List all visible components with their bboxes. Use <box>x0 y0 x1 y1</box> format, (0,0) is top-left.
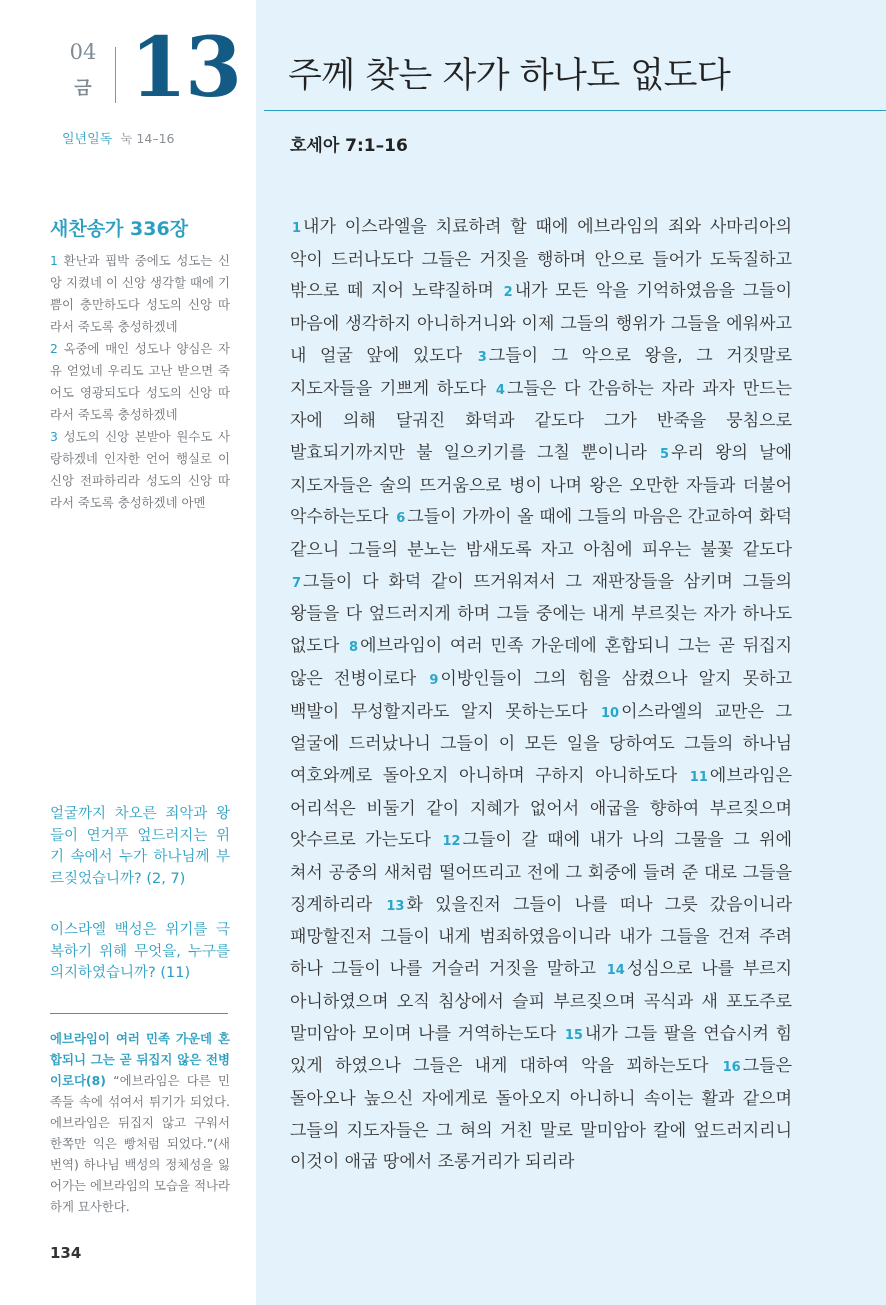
reading-plan <box>62 128 175 147</box>
verse-number: 13 <box>386 898 405 914</box>
verse-number: 2 <box>503 285 513 301</box>
hymn-lyrics <box>50 250 230 514</box>
scripture-text <box>290 212 792 1179</box>
reflection-question: 얼굴까지 차오른 죄악과 왕들이 연거푸 엎드러지는 위기 속에서 누가 하나님께 부르짖었습니까? (2, 7) <box>50 806 230 887</box>
verse-text: 그들이 그 악으로 왕을, 그 거짓말로 지도자들을 기쁘게 하도다 <box>290 345 792 399</box>
date-day: 13 <box>130 20 241 116</box>
verse-text: 내가 이스라엘을 치료하려 할 때에 에브라임의 죄와 사마리아의 악이 드러나도다 그들은 거짓을 행하며 안으로 들어가 도둑질하고 밖으로 떼 지어 노략질하며 <box>290 217 792 302</box>
verse-number: 16 <box>722 1060 741 1076</box>
verse-number: 7 <box>292 575 302 591</box>
note-body: “에브라임은 다른 민족들 속에 섞여서 튀기가 되었다. 에브라임은 뒤집지 않고 구워서 한쪽만 익은 빵처럼 되었다.”(새번역) 하나님 백성의 정체성을 잃어가는 에브라임의 모습을 적나라하게 묘사한다. <box>50 1073 230 1214</box>
commentary-note <box>50 1028 230 1217</box>
note-highlight: 에브라임이 여러 민족 가운데 혼합되니 그는 곧 뒤집지 않은 전병이로다(8) <box>50 1031 230 1088</box>
date-month: 04 <box>69 40 97 64</box>
verse-text: 에브라임은 어리석은 비둘기 같이 지혜가 없어서 애굽을 향하여 부르짖으며 앗수르로 가는도다 <box>290 765 793 851</box>
verse-text: 에브라임이 여러 민족 가운데에 혼합되니 그는 곧 뒤집지 않은 전병이로다 <box>290 636 792 689</box>
verse-number: 12 <box>442 834 461 850</box>
verse-text: 그들이 다 화덕 같이 뜨거워져서 그 재판장들을 삼키며 그들의 왕들을 다 엎드러지게 하며 그들 중에는 내게 부르짖는 자가 하나도 없도다 <box>290 571 792 657</box>
verse-number: 8 <box>349 640 359 656</box>
verse-number: 11 <box>689 769 708 785</box>
verse-text: 우리 왕의 날에 지도자들은 술의 뜨거움으로 병이 나며 왕은 오만한 자들과 더불어 악수하는도다 <box>290 442 792 528</box>
verse-text: 화 있을진저 그들이 나를 떠나 그릇 갔음이니라 패망할진저 그들이 내게 범죄하였음이니라 내가 그들을 건져 주려 하나 그들이 나를 거슬러 거짓을 말하고 <box>290 894 792 980</box>
date-weekday: 금 <box>74 78 92 99</box>
verse-text: 내가 모든 악을 기억하였음을 그들이 마음에 생각하지 아니하거니와 이제 그들의 행위가 그들을 에워싸고 내 얼굴 앞에 있도다 <box>290 281 792 366</box>
hymn-verse-text: 환난과 핍박 중에도 성도는 신앙 지켰네 이 신앙 생각할 때에 기쁨이 충만하도다 성도의 신앙 따라서 죽도록 충성하겠네 <box>50 253 230 334</box>
hymn-verse-number: 1 <box>50 253 58 268</box>
verse-number: 1 <box>292 221 302 236</box>
hymn-verse-number: 3 <box>50 429 58 444</box>
verse-text: 성심으로 나를 부르지 아니하였으며 오직 침상에서 슬피 부르짖으며 곡식과 새 포도주로 말미암아 모이며 나를 거역하는도다 <box>290 959 792 1044</box>
page-title: 주께 찾는 자가 하나도 없도다 <box>288 56 731 96</box>
sidebar <box>0 0 256 1305</box>
reading-plan-ref: 눅 14–16 <box>120 131 175 146</box>
verse-text: 이방인들이 그의 힘을 삼켰으나 알지 못하고 백발이 무성할지라도 알지 못하는도다 <box>290 668 792 722</box>
verse-text: 이스라엘의 교만은 그 얼굴에 드러났나니 그들이 이 모든 일을 당하여도 그들의 하나님 여호와께로 돌아오지 아니하며 구하지 아니하도다 <box>290 701 793 786</box>
note-divider <box>50 1013 228 1014</box>
verse-text: 그들은 돌아오나 높으신 자에게로 돌아오지 아니하니 속이는 활과 같으며 그들의 지도자들은 그 혀의 거친 말로 말미암아 칼에 엎드러지리니 이것이 애굽 땅에서 조롱거리가 되리라 <box>290 1056 792 1173</box>
verse-number: 3 <box>477 349 487 365</box>
passage-reference: 호세아 7:1–16 <box>290 136 408 156</box>
verse-number: 6 <box>396 511 406 527</box>
verse-number: 14 <box>606 963 625 979</box>
verse-number: 5 <box>660 446 670 462</box>
hymn-verse-text: 옥중에 매인 성도나 양심은 자유 얻었네 우리도 고난 받으면 죽어도 영광되도다 성도의 신앙 따라서 죽도록 충성하겠네 <box>50 341 230 422</box>
title-rule <box>264 110 886 111</box>
verse-text: 내가 그들 팔을 연습시켜 힘 있게 하였으나 그들은 내게 대하여 악을 꾀하는도다 <box>290 1023 793 1077</box>
verse-number: 15 <box>564 1027 583 1043</box>
hymn-verse-number: 2 <box>50 341 58 356</box>
verse-text: 그들이 갈 때에 내가 나의 그물을 그 위에 쳐서 공중의 새처럼 떨어뜨리고 전에 그 회중에 들려 준 대로 그들을 징계하리라 <box>290 830 793 915</box>
hymn-title: 새찬송가 336장 <box>50 218 189 240</box>
verse-number: 9 <box>429 672 439 688</box>
date-divider <box>115 47 116 103</box>
hymn-verse-text: 성도의 신앙 본받아 원수도 사랑하겠네 인자한 언어 행실로 이 신앙 전파하리라 성도의 신앙 따라서 죽도록 충성하겠네 아멘 <box>50 429 230 510</box>
page-number: 134 <box>50 1244 82 1262</box>
reading-plan-label: 일년일독 <box>62 132 113 147</box>
reflection-question: 이스라엘 백성은 위기를 극복하기 위해 무엇을, 누구를 의지하였습니까? (11) <box>50 922 230 981</box>
verse-text: 그들이 가까이 올 때에 그들의 마음은 간교하여 화덕 같으니 그들의 분노는 밤새도록 자고 아침에 피우는 불꽃 같도다 <box>290 507 792 561</box>
verse-number: 10 <box>601 705 620 721</box>
verse-text: 그들은 다 간음하는 자라 과자 만드는 자에 의해 달궈진 화덕과 같도다 그가 반죽을 뭉침으로 발효되기까지만 불 일으키기를 그칠 뿐이니라 <box>290 378 792 463</box>
verse-number: 4 <box>495 382 505 398</box>
